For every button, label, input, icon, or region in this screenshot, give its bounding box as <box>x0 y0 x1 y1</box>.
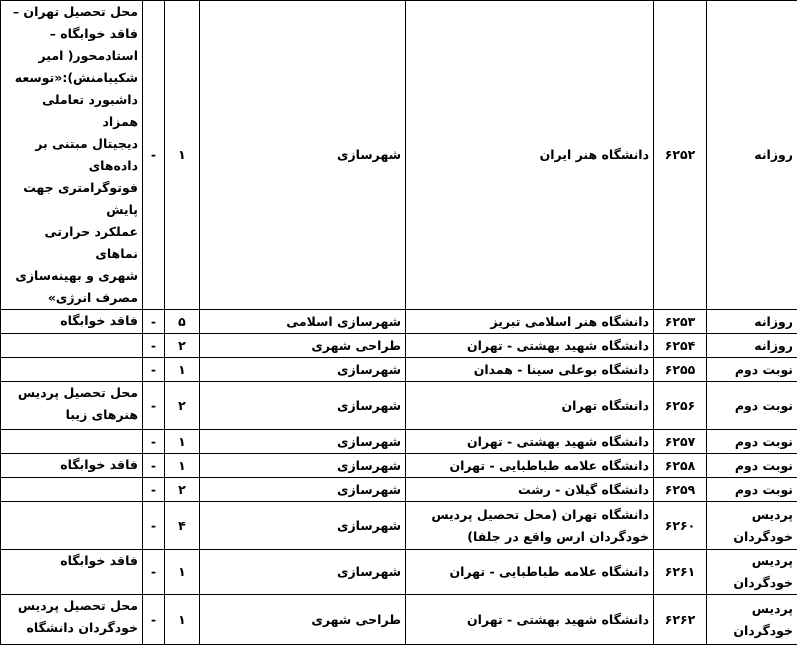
field-of-study-cell: طراحی شهری <box>200 595 406 645</box>
notes-cell: فاقد خوابگاه <box>1 454 143 478</box>
placeholder-dash-cell: - <box>143 382 165 430</box>
placeholder-dash-cell: - <box>143 430 165 454</box>
capacity-cell: ۱ <box>165 550 200 595</box>
university-cell: دانشگاه شهید بهشتی - تهران <box>406 430 654 454</box>
table-row <box>1 310 797 334</box>
program-code-cell: ۶۲۵۵ <box>654 358 707 382</box>
university-cell: دانشگاه شهید بهشتی - تهران <box>406 595 654 645</box>
program-type-cell: پردیس خودگردان <box>707 550 797 595</box>
notes-cell: فاقد خوابگاه <box>1 310 143 334</box>
notes-cell <box>1 334 143 358</box>
placeholder-dash-cell: - <box>143 310 165 334</box>
field-of-study-cell: شهرسازی <box>200 358 406 382</box>
program-code-cell: ۶۲۶۰ <box>654 502 707 550</box>
placeholder-dash-cell: - <box>143 595 165 645</box>
table-row <box>1 550 797 595</box>
field-of-study-cell: شهرسازی <box>200 382 406 430</box>
program-type-cell: نوبت دوم <box>707 358 797 382</box>
table-row <box>1 430 797 454</box>
program-code-cell: ۶۲۵۶ <box>654 382 707 430</box>
notes-cell <box>1 358 143 382</box>
table-row <box>1 478 797 502</box>
placeholder-dash-cell: - <box>143 334 165 358</box>
field-of-study-cell: شهرسازی <box>200 550 406 595</box>
university-cell: دانشگاه تهران (محل تحصیل پردیس خودگردان ارس واقع در جلفا) <box>406 502 654 550</box>
program-code-cell: ۶۲۶۱ <box>654 550 707 595</box>
program-code-cell: ۶۲۵۸ <box>654 454 707 478</box>
notes-cell <box>1 502 143 550</box>
field-of-study-cell: شهرسازی <box>200 430 406 454</box>
capacity-cell: ۲ <box>165 478 200 502</box>
placeholder-dash-cell: - <box>143 358 165 382</box>
program-code-cell: ۶۲۶۲ <box>654 595 707 645</box>
program-type-cell: پردیس خودگردان <box>707 595 797 645</box>
field-of-study-cell: طراحی شهری <box>200 334 406 358</box>
program-type-cell: نوبت دوم <box>707 478 797 502</box>
table-row <box>1 595 797 645</box>
university-cell: دانشگاه شهید بهشتی - تهران <box>406 334 654 358</box>
program-type-cell: پردیس خودگردان <box>707 502 797 550</box>
capacity-cell: ۱ <box>165 1 200 310</box>
capacity-cell: ۲ <box>165 382 200 430</box>
field-of-study-cell: شهرسازی <box>200 1 406 310</box>
placeholder-dash-cell: - <box>143 454 165 478</box>
program-type-cell: روزانه <box>707 310 797 334</box>
field-of-study-cell: شهرسازی اسلامی <box>200 310 406 334</box>
notes-cell: محل تحصیل پردیس خودگردان دانشگاه <box>1 595 143 645</box>
table-row <box>1 1 797 310</box>
program-type-cell: نوبت دوم <box>707 382 797 430</box>
university-cell: دانشگاه هنر اسلامی تبریز <box>406 310 654 334</box>
capacity-cell: ۴ <box>165 502 200 550</box>
notes-cell <box>1 478 143 502</box>
program-code-cell: ۶۲۵۹ <box>654 478 707 502</box>
placeholder-dash-cell: - <box>143 502 165 550</box>
field-of-study-cell: شهرسازی <box>200 478 406 502</box>
program-type-cell: روزانه <box>707 334 797 358</box>
program-code-cell: ۶۲۵۲ <box>654 1 707 310</box>
university-cell: دانشگاه گیلان - رشت <box>406 478 654 502</box>
placeholder-dash-cell: - <box>143 478 165 502</box>
table-row <box>1 382 797 430</box>
capacity-cell: ۱ <box>165 454 200 478</box>
notes-cell: فاقد خوابگاه <box>1 550 143 595</box>
university-cell: دانشگاه تهران <box>406 382 654 430</box>
program-type-cell: روزانه <box>707 1 797 310</box>
university-cell: دانشگاه بوعلی سینا - همدان <box>406 358 654 382</box>
program-code-cell: ۶۲۵۴ <box>654 334 707 358</box>
university-cell: دانشگاه علامه طباطبایی - تهران <box>406 454 654 478</box>
capacity-cell: ۱ <box>165 595 200 645</box>
capacity-cell: ۲ <box>165 334 200 358</box>
program-type-cell: نوبت دوم <box>707 430 797 454</box>
university-cell: دانشگاه علامه طباطبایی - تهران <box>406 550 654 595</box>
field-of-study-cell: شهرسازی <box>200 454 406 478</box>
capacity-cell: ۵ <box>165 310 200 334</box>
table-row <box>1 502 797 550</box>
table-row <box>1 454 797 478</box>
placeholder-dash-cell: - <box>143 550 165 595</box>
university-cell: دانشگاه هنر ایران <box>406 1 654 310</box>
placeholder-dash-cell: - <box>143 1 165 310</box>
capacity-cell: ۱ <box>165 358 200 382</box>
notes-cell: محل تحصیل پردیس هنرهای زیبا <box>1 382 143 430</box>
table-row <box>1 334 797 358</box>
program-type-cell: نوبت دوم <box>707 454 797 478</box>
capacity-cell: ۱ <box>165 430 200 454</box>
notes-cell: محل تحصیل تهران – فاقد خوابگاه – استادمحور( امیر شکیبامنش):«توسعه داشبورد تعاملی همزاد دیجیتال مبتنی بر داده‌های فوتوگرامتری جهت پایش عملکرد حرارتی نماهای شهری و بهینه‌سازی مصرف انرژی» <box>1 1 143 310</box>
program-code-cell: ۶۲۵۷ <box>654 430 707 454</box>
notes-cell <box>1 430 143 454</box>
program-code-cell: ۶۲۵۳ <box>654 310 707 334</box>
table-row <box>1 358 797 382</box>
field-of-study-cell: شهرسازی <box>200 502 406 550</box>
